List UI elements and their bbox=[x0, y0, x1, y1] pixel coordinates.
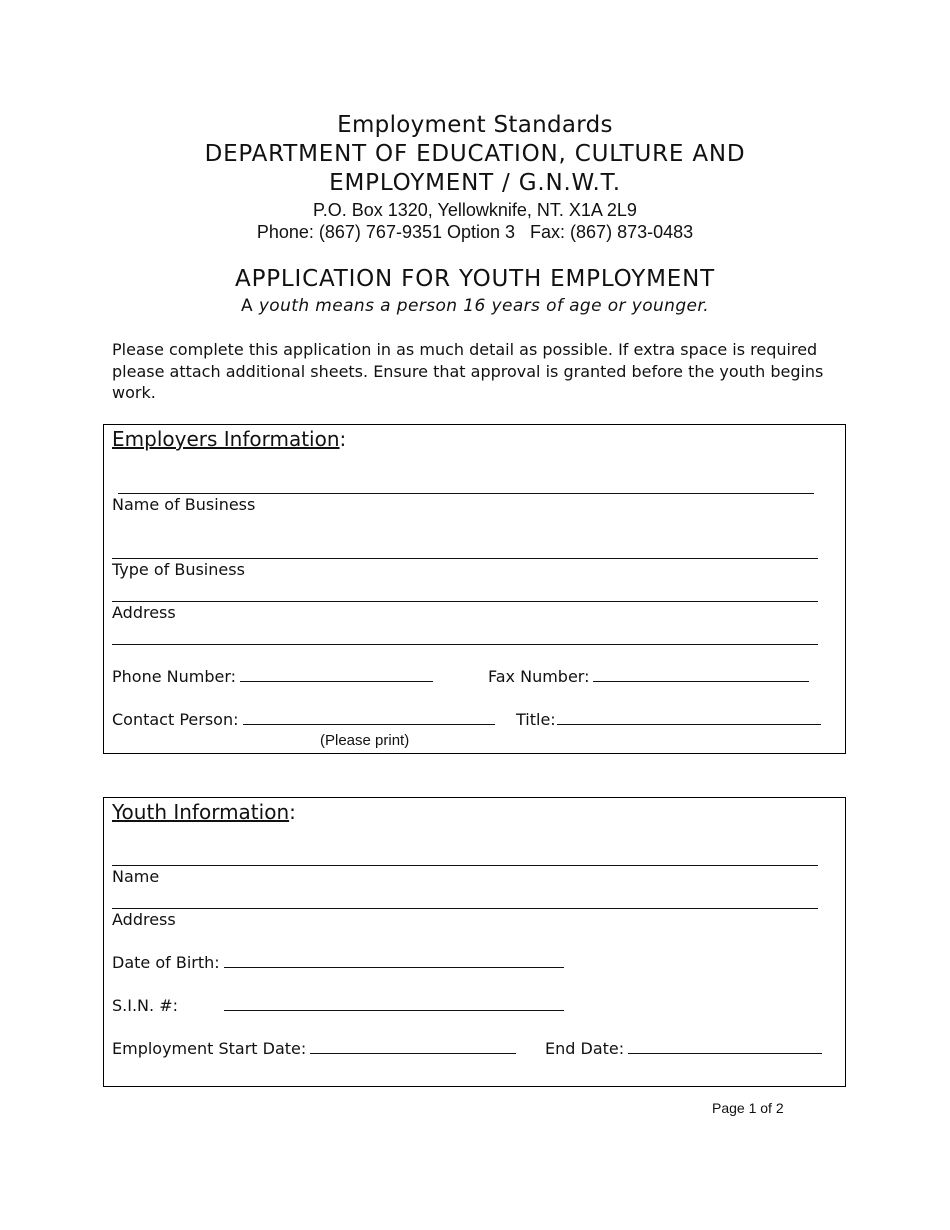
please-print-note: (Please print) bbox=[320, 732, 410, 749]
start-date-label: Employment Start Date: bbox=[112, 1039, 307, 1058]
contact-person-row bbox=[112, 710, 495, 729]
youth-title-colon: : bbox=[289, 800, 296, 824]
intro-paragraph: Please complete this application in as much detail as possible. If extra space is required please attach additional sheets. Ensure that approval is granted before the youth begins work. bbox=[112, 340, 824, 402]
youth-section-title bbox=[112, 800, 296, 824]
title-field[interactable] bbox=[557, 712, 821, 725]
phone-number-row bbox=[112, 667, 433, 686]
page-number: Page 1 of 2 bbox=[712, 1100, 784, 1116]
dob-label: Date of Birth: bbox=[112, 953, 220, 972]
sin-field[interactable] bbox=[224, 998, 564, 1011]
start-date-row bbox=[112, 1039, 516, 1058]
youth-definition bbox=[0, 296, 950, 316]
header-phone: Phone: (867) 767-9351 Option 3 Fax: (867) 873-0483 bbox=[256, 222, 694, 242]
type-of-business-label: Type of Business bbox=[112, 560, 245, 579]
header-title: Employment Standards bbox=[337, 112, 613, 138]
employer-section-title bbox=[112, 427, 346, 451]
definition-prefix: A bbox=[240, 296, 259, 316]
fax-number-label: Fax Number: bbox=[488, 667, 590, 686]
definition-text: youth means a person 16 years of age or younger. bbox=[258, 296, 710, 316]
type-of-business-field[interactable] bbox=[112, 558, 818, 559]
start-date-field[interactable] bbox=[310, 1041, 516, 1054]
phone-number-label: Phone Number: bbox=[112, 667, 237, 686]
employer-address-field[interactable] bbox=[112, 601, 818, 602]
application-title: APPLICATION FOR YOUTH EMPLOYMENT bbox=[235, 266, 715, 292]
title-row bbox=[516, 710, 821, 729]
youth-address-field[interactable] bbox=[112, 908, 818, 909]
phone-number-field[interactable] bbox=[240, 669, 433, 682]
contact-person-label: Contact Person: bbox=[112, 710, 239, 729]
dob-row bbox=[112, 953, 564, 972]
employer-address-field-2[interactable] bbox=[112, 644, 818, 645]
name-of-business-field[interactable] bbox=[118, 493, 814, 494]
youth-title-text: Youth Information bbox=[112, 800, 290, 824]
youth-name-field[interactable] bbox=[112, 865, 818, 866]
youth-address-label: Address bbox=[112, 910, 176, 929]
end-date-field[interactable] bbox=[628, 1041, 822, 1054]
fax-number-row bbox=[488, 667, 809, 686]
sin-row bbox=[224, 996, 564, 1015]
end-date-row bbox=[545, 1039, 822, 1058]
fax-number-field[interactable] bbox=[593, 669, 809, 682]
dob-field[interactable] bbox=[224, 955, 564, 968]
name-of-business-label: Name of Business bbox=[112, 495, 256, 514]
employer-title-colon: : bbox=[339, 427, 347, 451]
header-address: P.O. Box 1320, Yellowknife, NT. X1A 2L9 bbox=[313, 200, 637, 220]
youth-section bbox=[103, 797, 846, 1087]
employer-address-label: Address bbox=[112, 603, 176, 622]
department-line-1: DEPARTMENT OF EDUCATION, CULTURE AND bbox=[204, 141, 746, 167]
title-label: Title: bbox=[516, 710, 556, 729]
department-line-2: EMPLOYMENT / G.N.W.T. bbox=[329, 170, 621, 196]
youth-name-label: Name bbox=[112, 867, 160, 886]
employer-section bbox=[103, 424, 846, 754]
sin-label: S.I.N. #: bbox=[112, 996, 178, 1015]
contact-person-field[interactable] bbox=[243, 712, 495, 725]
end-date-label: End Date: bbox=[545, 1039, 625, 1058]
employer-title-text: Employers Information bbox=[112, 427, 340, 451]
